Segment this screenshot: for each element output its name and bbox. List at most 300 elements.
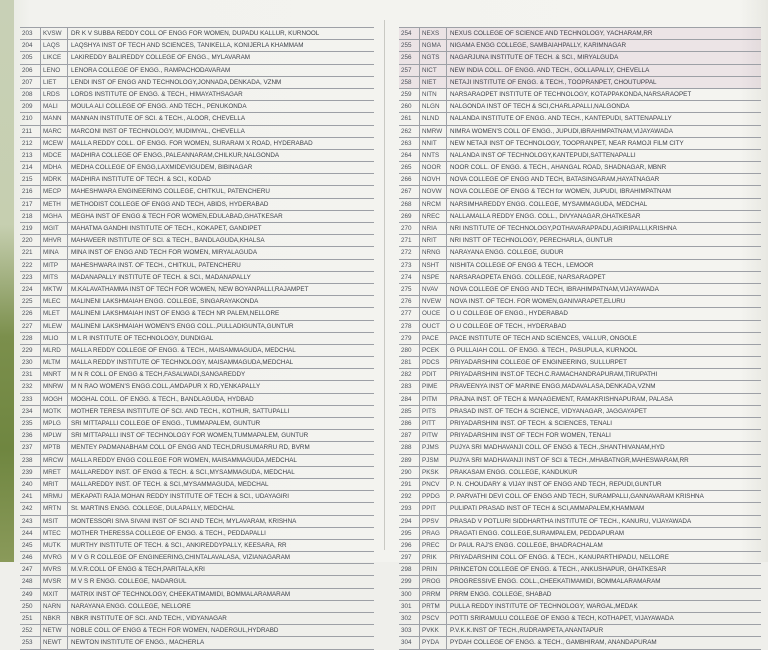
table-row <box>399 430 761 442</box>
row-number: 274 <box>401 273 412 281</box>
college-name: NBKR INSTITUTE OF SCI. AND TECH., VIDYANAGAR <box>67 613 374 624</box>
table-row <box>399 113 761 125</box>
table-row <box>399 186 761 198</box>
college-name: MALLAREDDY INST. OF ENGG & TECH. & SCI.,MYSAMMAGUDA, MEDCHAL <box>67 467 374 478</box>
table-row <box>399 442 761 454</box>
table-row <box>399 394 761 406</box>
college-code: NOOR <box>419 162 446 173</box>
college-name: P.V.K.K.INST OF TECH.,RUDRAMPETA,ANANTAPUR <box>446 625 761 636</box>
table-row <box>20 528 374 540</box>
table-row <box>399 321 761 333</box>
college-name: NIMRA WOMEN'S COLL OF ENGG., JUPUDI,IBRAHIMPATNAM,VIJAYAWADA <box>446 126 761 137</box>
row-number: 240 <box>22 480 33 488</box>
college-code: NITN <box>419 89 446 100</box>
college-code: MSIT <box>40 516 67 527</box>
college-code: LRDS <box>40 89 67 100</box>
table-row <box>399 406 761 418</box>
college-code: PITW <box>419 430 446 441</box>
table-row <box>20 65 374 77</box>
college-name: LAKIREDDY BALIREDDY COLLEGE OF ENGG., MYLAVARAM <box>67 52 374 63</box>
college-name: MOTHER TERESA INSTITUTE OF SCI. AND TECH., KOTHUR, SATTUPALLI <box>67 406 374 417</box>
college-name: Dr PAUL RAJ'S ENGG. COLLEGE, BHADRACHALAM <box>446 540 761 551</box>
row-number: 234 <box>22 407 33 415</box>
college-name: MADHIRA INSTITUTE OF TECH. & SCI., KODAD <box>67 174 374 185</box>
table-row <box>20 321 374 333</box>
row-number: 292 <box>401 493 412 501</box>
row-number: 260 <box>401 103 412 111</box>
row-number: 258 <box>401 78 412 86</box>
row-number: 245 <box>22 541 33 549</box>
table-row <box>399 52 761 64</box>
table-row <box>20 333 374 345</box>
page-edge-strip <box>0 0 14 562</box>
college-name: NISHITA COLLEGE OF ENGG & TECH., LEMOOR <box>446 260 761 271</box>
row-number: 211 <box>22 127 33 135</box>
college-code: MOTK <box>40 406 67 417</box>
college-name: NOVA COLLEGE OF ENGG AND TECH, IBRAHIMPATNAM,VIJAYAWADA <box>446 284 761 295</box>
table-row <box>20 369 374 381</box>
college-code: MHVR <box>40 235 67 246</box>
college-name: PRAGATI ENGG. COLLEGE,SURAMPALEM, PEDDAPURAM <box>446 528 761 539</box>
college-code: MGHA <box>40 211 67 222</box>
college-code: NRIA <box>419 223 446 234</box>
college-code: MARC <box>40 126 67 137</box>
college-name: PRIYADARSHINI INST. OF TECH. & SCIENCES, TENALI <box>446 418 761 429</box>
table-row <box>20 430 374 442</box>
college-code: MRTN <box>40 503 67 514</box>
row-number: 244 <box>22 529 33 537</box>
table-row <box>20 467 374 479</box>
table-row <box>399 260 761 272</box>
college-code: NMRW <box>419 126 446 137</box>
college-name: PYDAH COLLEGE OF ENGG. & TECH., GAMBHIRAM, ANANDAPURAM <box>446 637 761 648</box>
table-row <box>20 564 374 576</box>
table-row <box>20 576 374 588</box>
row-number: 251 <box>22 615 33 622</box>
row-number: 238 <box>22 456 33 464</box>
row-number: 300 <box>401 590 412 598</box>
college-code: NOVW <box>419 186 446 197</box>
college-code: PROG <box>419 576 446 587</box>
college-name: M.KALAVATHAMMA INST OF TECH FOR WOMEN, NEW BOYANPALLI,RAJAMPET <box>67 284 374 295</box>
table-row <box>20 126 374 138</box>
row-number: 209 <box>22 103 33 111</box>
row-number: 223 <box>22 273 33 281</box>
table-row <box>399 272 761 284</box>
college-name: NEXUS COLLEGE OF SCIENCE AND TECHNOLOGY, YACHARAM,RR <box>446 28 761 39</box>
college-code: NBKR <box>40 613 67 624</box>
table-row <box>20 272 374 284</box>
college-name: POTTI SRIRAMULU COLLEGE OF ENGG & TECH, KOTHAPET, VIJAYAWADA <box>446 613 761 624</box>
row-number: 266 <box>401 176 412 184</box>
row-number: 232 <box>22 383 33 391</box>
row-number: 270 <box>401 225 412 232</box>
table-row <box>20 406 374 418</box>
row-number: 284 <box>401 395 412 403</box>
row-number: 299 <box>401 578 412 586</box>
row-number: 280 <box>401 346 412 354</box>
college-code: PRIK <box>419 552 446 563</box>
college-code: MPLG <box>40 418 67 429</box>
college-code: NRNG <box>419 247 446 258</box>
college-name: MEKAPATI RAJA MOHAN REDDY INSTITUTE OF TECH & SCI., UDAYAGIRI <box>67 491 374 502</box>
college-name: PRIYADARSHINI COLLEGE OF ENGINEERING, SULLURPET <box>446 357 761 368</box>
table-row <box>399 162 761 174</box>
college-code: MITS <box>40 272 67 283</box>
college-name: NETAJI INSTITUTE OF ENGG. & TECH., TOOPRANPET, CHOUTUPPAL <box>446 77 761 88</box>
table-row <box>20 503 374 515</box>
table-row <box>20 345 374 357</box>
row-number: 254 <box>401 30 412 37</box>
college-code: MLET <box>40 308 67 319</box>
college-name: MAHAVEER INSTITUTE OF SCI. & TECH., BANDLAGUDA,KHALSA <box>67 235 374 246</box>
row-number: 227 <box>22 322 33 330</box>
table-row <box>20 442 374 454</box>
college-code: MANN <box>40 113 67 124</box>
college-code: MUTK <box>40 540 67 551</box>
college-code: MCEW <box>40 138 67 149</box>
college-name: SRI MITTAPALLI INST OF TECHNOLOGY FOR WOMEN,TUMMAPALEM, GUNTUR <box>67 430 374 441</box>
college-code: MINA <box>40 247 67 258</box>
column-divider <box>384 20 385 550</box>
table-row <box>399 211 761 223</box>
row-number: 269 <box>401 212 412 220</box>
college-name: PRIYADARSHINI COLL OF ENGG. & TECH., KANUPARTHIPADU, NELLORE <box>446 552 761 563</box>
college-name: MATRIX INST OF TECHNOLOGY, CHEEKATIMAMIDI, BOMMALARAMARAM <box>67 589 374 600</box>
college-name: NRI INSTITUTE OF TECHNOLOGY,POTHAVARAPPADU,AGIRIPALLI,KRISHNA <box>446 223 761 234</box>
college-name: NEW INDIA COLL. OF ENGG. AND TECH., GOLLAPALLY, CHEVELLA <box>446 65 761 76</box>
table-row <box>20 89 374 101</box>
table-row <box>20 381 374 393</box>
table-row <box>20 223 374 235</box>
row-number: 233 <box>22 395 33 403</box>
college-name: PRIYADARSHINI INST OF TECH FOR WOMEN, TENALI <box>446 430 761 441</box>
college-name: PUJYA SRI MADHAVANJI INST OF SCI & TECH.,MHABATNGR,MAHESWARAM,RR <box>446 455 761 466</box>
row-number: 285 <box>401 407 412 415</box>
college-name: NARSARAOPETA ENGG. COLLEGE, NARSARAOPET <box>446 272 761 283</box>
college-code: MGIT <box>40 223 67 234</box>
college-name: MOGHAL COLL. OF ENGG. & TECH., BANDLAGUDA, HYDBAD <box>67 394 374 405</box>
table-row <box>399 613 761 625</box>
row-number: 248 <box>22 578 33 586</box>
row-number: 264 <box>401 151 412 159</box>
college-name: MOULA ALI COLLEGE OF ENGG. AND TECH., PENUKONDA <box>67 101 374 112</box>
college-code: NRIT <box>419 235 446 246</box>
college-name: MALINENI LAKSHMAIAH ENGG. COLLEGE, SINGARAYAKONDA <box>67 296 374 307</box>
college-code: MALI <box>40 101 67 112</box>
table-row <box>20 284 374 296</box>
table-row <box>399 223 761 235</box>
college-list-right <box>399 27 761 650</box>
table-row <box>399 199 761 211</box>
college-code: MNRT <box>40 369 67 380</box>
table-row <box>399 65 761 77</box>
table-row <box>20 211 374 223</box>
college-name: MANNAN INSTITUTE OF SCI. & TECH., ALOOR, CHEVELLA <box>67 113 374 124</box>
table-row <box>399 296 761 308</box>
row-number: 290 <box>401 468 412 476</box>
college-code: PVKK <box>419 625 446 636</box>
row-number: 297 <box>401 554 412 562</box>
table-row <box>399 491 761 503</box>
college-code: MRCW <box>40 455 67 466</box>
table-row <box>399 479 761 491</box>
college-name: NARSIMHAREDDY ENGG. COLLEGE, MYSAMMAGUDA, MEDCHAL <box>446 199 761 210</box>
row-number: 229 <box>22 346 33 354</box>
college-code: NIET <box>419 77 446 88</box>
row-number: 275 <box>401 285 412 293</box>
row-number: 267 <box>401 188 412 196</box>
row-number: 237 <box>22 444 33 452</box>
college-code: PRAG <box>419 528 446 539</box>
college-code: MDRK <box>40 174 67 185</box>
college-code: PRRM <box>419 589 446 600</box>
college-name: St. MARTINS ENGG. COLLEGE, DULAPALLY, MEDCHAL <box>67 503 374 514</box>
row-number: 239 <box>22 468 33 476</box>
college-name: O U COLLEGE OF ENGG., HYDERABAD <box>446 308 761 319</box>
college-code: NGMA <box>419 40 446 51</box>
row-number: 294 <box>401 517 412 525</box>
table-row <box>20 479 374 491</box>
table-row <box>399 564 761 576</box>
college-code: NREC <box>419 211 446 222</box>
table-row <box>399 126 761 138</box>
table-row <box>20 601 374 613</box>
table-row <box>399 345 761 357</box>
row-number: 216 <box>22 188 33 196</box>
table-row <box>399 235 761 247</box>
college-name: NOBLE COLL OF ENGG & TECH FOR WOMEN, NADERGUL,HYDRABD <box>67 625 374 636</box>
table-row <box>399 625 761 637</box>
row-number: 206 <box>22 66 33 74</box>
row-number: 253 <box>22 639 33 647</box>
row-number: 219 <box>22 225 33 232</box>
row-number: 301 <box>401 602 412 610</box>
row-number: 287 <box>401 432 412 440</box>
table-row <box>399 381 761 393</box>
row-number: 286 <box>401 420 412 427</box>
row-number: 288 <box>401 444 412 452</box>
table-row <box>399 601 761 613</box>
college-name: M.V.R.COLL OF ENGG & TECH,PARITALA,KRI <box>67 564 374 575</box>
table-row <box>399 89 761 101</box>
table-row <box>20 589 374 601</box>
college-code: LAQS <box>40 40 67 51</box>
college-code: MITP <box>40 260 67 271</box>
row-number: 259 <box>401 90 412 98</box>
table-row <box>399 552 761 564</box>
table-row <box>20 540 374 552</box>
table-row <box>399 455 761 467</box>
row-number: 272 <box>401 249 412 257</box>
college-code: NARN <box>40 601 67 612</box>
college-code: NSHT <box>419 260 446 271</box>
college-name: NARAYANA ENGG. COLLEGE, GUDUR <box>446 247 761 258</box>
college-code: OUCE <box>419 308 446 319</box>
row-number: 243 <box>22 517 33 525</box>
table-row <box>399 369 761 381</box>
table-row <box>20 101 374 113</box>
college-code: MPLW <box>40 430 67 441</box>
college-name: PRAJNA INST. OF TECH & MANAGEMENT, RAMAKRISHNAPURAM, PALASA <box>446 394 761 405</box>
college-name: O U COLLEGE OF TECH., HYDERABAD <box>446 321 761 332</box>
row-number: 293 <box>401 505 412 513</box>
table-row <box>20 77 374 89</box>
table-row <box>20 186 374 198</box>
table-row <box>20 247 374 259</box>
row-number: 210 <box>22 115 33 123</box>
college-code: PITM <box>419 394 446 405</box>
college-code: MRMU <box>40 491 67 502</box>
college-code: MOGH <box>40 394 67 405</box>
college-name: NALANDA INSTITUTE OF ENGG. AND TECH., KANTEPUDI, SATTENAPALLY <box>446 113 761 124</box>
table-row <box>20 308 374 320</box>
college-name: PRASAD V POTLURI SIDDHARTHA INSTITUTE OF TECH., KANURU, VIJAYAWADA <box>446 516 761 527</box>
college-name: NIGAMA ENGG COLLEGE, SAMBAIAHPALLY, KARIMNAGAR <box>446 40 761 51</box>
table-row <box>399 637 761 649</box>
row-number: 226 <box>22 310 33 318</box>
college-name: PRAKASAM ENGG. COLLEGE, KANDUKUR <box>446 467 761 478</box>
college-name: M N R COLL OF ENGG & TECH,FASALWADI,SANGAREDDY <box>67 369 374 380</box>
row-number: 298 <box>401 566 412 574</box>
table-row <box>399 503 761 515</box>
college-name: G PULLAIAH COLL. OF ENGG. & TECH., PASUPULA, KURNOOL <box>446 345 761 356</box>
college-code: METH <box>40 199 67 210</box>
college-code: PREC <box>419 540 446 551</box>
college-name: MONTESSORI SIVA SIVANI INST OF SCI AND TECH, MYLAVARAM, KRISHNA <box>67 516 374 527</box>
table-row <box>399 418 761 430</box>
college-name: LORDS INSTITUTE OF ENGG. & TECH., HIMAYATHSAGAR <box>67 89 374 100</box>
college-name: PROGRESSIVE ENGG. COLL.,CHEEKATIMAMIDI, BOMMALARAMARAM <box>446 576 761 587</box>
row-number: 250 <box>22 602 33 610</box>
row-number: 281 <box>401 359 412 367</box>
table-row <box>20 235 374 247</box>
college-name: MENTEY PADMANABHAM COLL OF ENGG AND TECH,DRUSUMARRU RD, BVRM <box>67 442 374 453</box>
row-number: 220 <box>22 237 33 245</box>
college-code: PJSM <box>419 455 446 466</box>
college-code: NEWT <box>40 637 67 648</box>
college-code: PITT <box>419 418 446 429</box>
college-code: PSCV <box>419 613 446 624</box>
table-row <box>399 27 761 40</box>
college-code: NEXS <box>419 28 446 39</box>
college-code: MVRG <box>40 552 67 563</box>
college-code: MLRD <box>40 345 67 356</box>
college-code: MECP <box>40 186 67 197</box>
table-row <box>20 613 374 625</box>
row-number: 263 <box>401 139 412 147</box>
college-name: NALLAMALLA REDDY ENGG. COLL., DIVYANAGAR,GHATKESAR <box>446 211 761 222</box>
row-number: 204 <box>22 42 33 50</box>
row-number: 265 <box>401 164 412 172</box>
college-code: OUCT <box>419 321 446 332</box>
table-row <box>399 528 761 540</box>
college-code: NSPE <box>419 272 446 283</box>
table-row <box>20 455 374 467</box>
row-number: 247 <box>22 566 33 574</box>
college-code: NVAV <box>419 284 446 295</box>
college-name: DR K V SUBBA REDDY COLL OF ENGG FOR WOMEN, DUPADU KALLUR, KURNOOL <box>67 28 374 39</box>
row-number: 282 <box>401 371 412 379</box>
row-number: 257 <box>401 66 412 74</box>
college-name: MALINENI LAKSHMAIAH WOMEN'S ENGG COLL.,PULLADIGUNTA,GUNTUR <box>67 321 374 332</box>
college-code: KVSW <box>40 28 67 39</box>
college-code: LIKCE <box>40 52 67 63</box>
college-code: MDHA <box>40 162 67 173</box>
table-row <box>399 540 761 552</box>
table-row <box>20 174 374 186</box>
row-number: 302 <box>401 615 412 622</box>
college-name: PULIPATI PRASAD INST OF TECH & SCI,AMMAPALEM,KHAMMAM <box>446 503 761 514</box>
table-row <box>20 552 374 564</box>
college-name: MEDHA COLLEGE OF ENGG,LAXMIDEVIGUDEM, BIBINAGAR <box>67 162 374 173</box>
row-number: 235 <box>22 420 33 427</box>
college-code: MPTB <box>40 442 67 453</box>
college-name: MURTHY INSTITUTE OF TECH. & SCI., ANKIREDDYPALLY, KEESARA, RR <box>67 540 374 551</box>
college-name: NOOR COLL. OF ENGG. & TECH., AHANGAL ROAD, SHADNAGAR, MBNR <box>446 162 761 173</box>
table-row <box>399 77 761 89</box>
row-number: 224 <box>22 285 33 293</box>
table-row <box>20 40 374 52</box>
table-row <box>20 27 374 40</box>
table-row <box>399 516 761 528</box>
college-name: MALLA REDDY ENGG COLLEGE FOR WOMEN, MAISAMMAGUDA,MEDCHAL <box>67 455 374 466</box>
college-name: NOVA COLLEGE OF ENGG AND TECH, BATASINGARAM,HAYATNAGAR <box>446 174 761 185</box>
row-number: 215 <box>22 176 33 184</box>
college-code: NNIT <box>419 138 446 149</box>
table-row <box>399 308 761 320</box>
college-code: MTEC <box>40 528 67 539</box>
table-row <box>399 589 761 601</box>
college-name: PRRM ENGG. COLLEGE, SHABAD <box>446 589 761 600</box>
row-number: 208 <box>22 90 33 98</box>
college-name: PRASAD INST. OF TECH & SCIENCE, VIDYANAGAR, JAGGAYAPET <box>446 406 761 417</box>
college-name: PACE INSTITUTE OF TECH AND SCIENCES, VALLUR, ONGOLE <box>446 333 761 344</box>
college-code: NICT <box>419 65 446 76</box>
college-code: PDIT <box>419 369 446 380</box>
row-number: 262 <box>401 127 412 135</box>
college-name: PRINCETON COLLEGE OF ENGG. & TECH., ANKUSHAPUR, GHATKESAR <box>446 564 761 575</box>
row-number: 268 <box>401 200 412 208</box>
college-code: PYDA <box>419 637 446 648</box>
table-row <box>20 138 374 150</box>
college-name: MOTHER THERESSA COLLEGE OF ENGG. & TECH., PEDDAPALLI <box>67 528 374 539</box>
row-number: 276 <box>401 298 412 306</box>
table-row <box>399 40 761 52</box>
college-code: NRCM <box>419 199 446 210</box>
college-code: NLND <box>419 113 446 124</box>
college-code: PIME <box>419 381 446 392</box>
college-name: METHODIST COLLEGE OF ENGG AND TECH, ABIDS, HYDERABAD <box>67 199 374 210</box>
row-number: 241 <box>22 493 33 501</box>
college-name: PRAVEENYA INST OF MARINE ENGG,MADAVALASA,DENKADA,VZNM <box>446 381 761 392</box>
college-code: MKTW <box>40 284 67 295</box>
college-name: P. PARVATHI DEVI COLL OF ENGG AND TECH, SURAMPALLI,GANNAVARAM KRISHNA <box>446 491 761 502</box>
row-number: 217 <box>22 200 33 208</box>
table-row <box>399 174 761 186</box>
row-number: 295 <box>401 529 412 537</box>
table-row <box>20 162 374 174</box>
college-name: NRI INSTT OF TECHNOLOGY, PERECHARLA, GUNTUR <box>446 235 761 246</box>
table-row <box>20 491 374 503</box>
table-row <box>399 333 761 345</box>
college-code: NLGN <box>419 101 446 112</box>
college-code: MXIT <box>40 589 67 600</box>
college-name: NARAYANA ENGG. COLLEGE, NELLORE <box>67 601 374 612</box>
row-number: 213 <box>22 151 33 159</box>
row-number: 218 <box>22 212 33 220</box>
row-number: 222 <box>22 261 33 269</box>
